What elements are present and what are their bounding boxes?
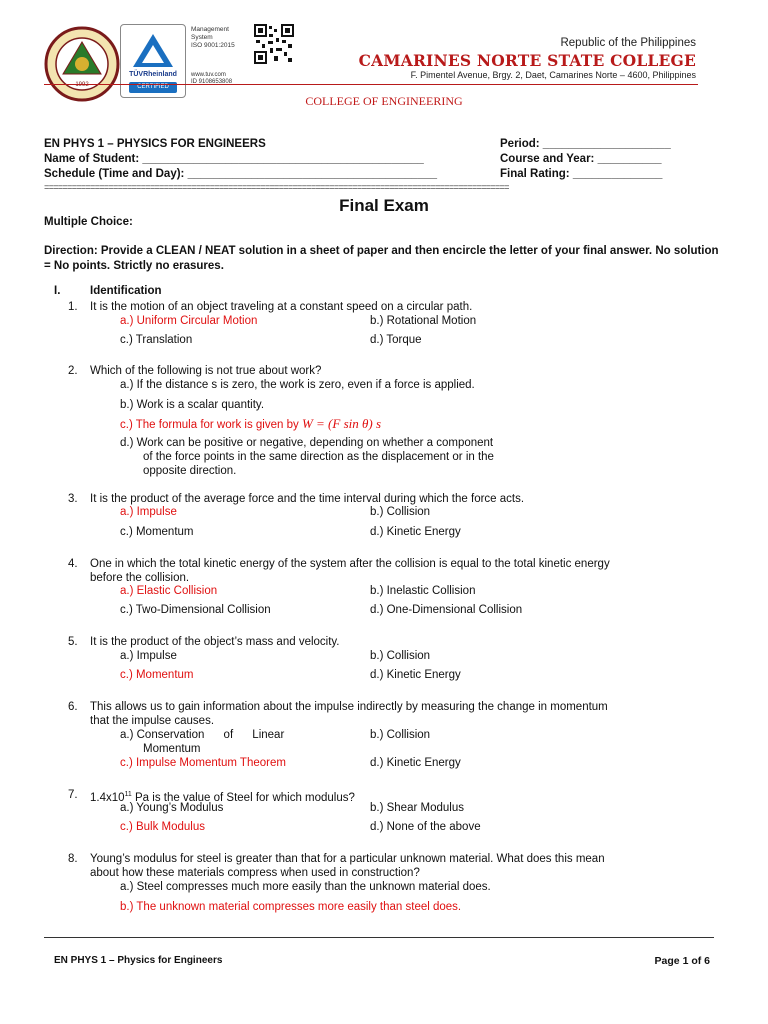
question-text-line-2: before the collision. (90, 572, 190, 584)
department-name: COLLEGE OF ENGINEERING (305, 94, 463, 108)
qr-code-icon (254, 24, 294, 64)
choice-a: a.) Impulse (120, 506, 177, 518)
cert-line: System (191, 34, 213, 41)
question-text (90, 852, 768, 880)
choice-c: c.) Translation (120, 334, 193, 346)
course-year-field: Course and Year: __________ (500, 153, 662, 165)
question-number: 4. (68, 558, 78, 570)
section-number: I. (54, 285, 61, 297)
exponent: 11 (124, 791, 132, 798)
question-text-line-2: about how these materials compress when used in construction? (90, 867, 420, 879)
question-text-pre: 1.4x10 (90, 791, 125, 804)
college-seal-logo (44, 26, 120, 102)
choice-a-line-2: Momentum (143, 743, 201, 755)
choice-a: a.) Uniform Circular Motion (120, 315, 258, 327)
separator-line: ===================================================================================================== (44, 183, 509, 193)
choice-a: a.) If the distance s is zero, the work is zero, even if a force is applied. (120, 379, 475, 391)
question-text: It is the motion of an object traveling at a constant speed on a circular path. (90, 301, 473, 313)
choice-b: b.) Shear Modulus (370, 802, 464, 814)
choice-b: b.) Collision (370, 650, 431, 662)
question-text-line-1: Young’s modulus for steel is greater than that for a particular unknown material. What does this mean (90, 853, 605, 865)
choice-b: b.) Rotational Motion (370, 315, 477, 327)
choice-d: d.) Kinetic Energy (370, 669, 461, 681)
exam-title: Final Exam (339, 196, 429, 215)
student-info-left (44, 137, 437, 182)
college-address: F. Pimentel Avenue, Brgy. 2, Daet, Camarines Norte – 4600, Philippines (410, 70, 696, 80)
choice-c-text: c.) The formula for work is given by (120, 419, 299, 431)
choice-d: d.) Torque (370, 334, 422, 346)
choice-c: c.) Momentum (120, 526, 194, 538)
seal-year: 1992 (75, 82, 89, 88)
question-number: 7. (68, 789, 78, 801)
cert-line: Management (191, 26, 229, 33)
question-text: It is the product of the average force and the time interval during which the force acts. (90, 493, 525, 505)
cert-url: www.tuv.com (191, 72, 226, 78)
tuv-certified-label: CERTIFIED (129, 82, 177, 93)
choice-d-line-3: opposite direction. (143, 465, 237, 477)
choice-a: a.) Elastic Collision (120, 585, 218, 597)
question-number: 2. (68, 365, 78, 377)
footer-course: EN PHYS 1 – Physics for Engineers (54, 955, 223, 966)
question-number: 8. (68, 853, 78, 865)
question-text-line-1: One in which the total kinetic energy of the system after the collision is equal to the total kinetic energy (90, 558, 610, 570)
choice-c: c.) Impulse Momentum Theorem (120, 757, 286, 769)
exam-direction: Direction: Provide a CLEAN / NEAT solution in a sheet of paper and then encircle the letter of your final answer. No solution = No points. Strictly no erasures. (44, 245, 719, 272)
choice-d: d.) Work can be positive or negative, depending on whether a component (120, 437, 494, 449)
final-rating-field: Final Rating: ______________ (500, 168, 663, 180)
choice-a: a.) Conservation of Linear (120, 729, 285, 741)
question-text-post: Pa is the value of Steel for which modulus? (131, 791, 355, 804)
question-text: It is the product of the object’s mass and velocity. (90, 636, 340, 648)
page-of: of (688, 955, 705, 967)
question-number: 3. (68, 493, 78, 505)
choice-d: d.) None of the above (370, 821, 481, 833)
choice-b: b.) The unknown material compresses more easily than steel does. (120, 901, 462, 913)
student-name-field: Name of Student: ____________________________________________ (44, 153, 424, 165)
choice-b: b.) Inelastic Collision (370, 585, 476, 597)
cert-line: ISO 9001:2015 (191, 42, 235, 49)
question-number: 1. (68, 301, 78, 313)
choice-a: a.) Young’s Modulus (120, 802, 224, 814)
schedule-field: Schedule (Time and Day): _______________________________________ (44, 168, 438, 180)
question-number: 5. (68, 636, 78, 648)
student-info-right (500, 137, 671, 182)
choice-c: c.) Momentum (120, 669, 194, 681)
work-formula: W = (F sin θ) s (301, 416, 382, 431)
choice-c (120, 417, 381, 432)
question-text-line-1: This allows us to gain information about the impulse indirectly by measuring the change in momentum (90, 701, 608, 713)
section-label: Identification (90, 285, 162, 297)
footer-divider (44, 937, 714, 938)
exam-type: Multiple Choice: (44, 216, 133, 228)
choice-c: c.) Bulk Modulus (120, 821, 206, 833)
choice-a: a.) Steel compresses much more easily than the unknown material does. (120, 881, 491, 893)
choice-d: d.) One-Dimensional Collision (370, 604, 523, 616)
choice-d: d.) Kinetic Energy (370, 526, 461, 538)
choice-b: b.) Work is a scalar quantity. (120, 399, 265, 411)
cert-id: ID 9108653808 (191, 79, 233, 85)
choice-d: d.) Kinetic Energy (370, 757, 461, 769)
certification-text (191, 26, 235, 50)
question-text-line-2: that the impulse causes. (90, 715, 215, 727)
tuv-certification-badge (120, 24, 186, 98)
page-number: 1 (682, 955, 689, 967)
course-title: EN PHYS 1 – PHYSICS FOR ENGINEERS (44, 138, 266, 150)
choice-c: c.) Two-Dimensional Collision (120, 604, 271, 616)
republic-label: Republic of the Philippines (560, 37, 696, 49)
choice-b: b.) Collision (370, 729, 431, 741)
question-text: Which of the following is not true about work? (90, 365, 322, 377)
header-divider (44, 84, 698, 85)
choice-a: a.) Impulse (120, 650, 177, 662)
period-field: Period: ____________________ (500, 138, 671, 150)
choice-d-line-2: of the force points in the same direction as the displacement or in the (143, 451, 494, 463)
tuv-logo-icon (127, 31, 179, 71)
tuv-name: TÜVRheinland (129, 71, 177, 78)
question-number: 6. (68, 701, 78, 713)
page-prefix: Page (654, 955, 683, 967)
page-total: 6 (704, 955, 710, 967)
page-indicator (655, 955, 710, 967)
choice-b: b.) Collision (370, 506, 431, 518)
college-name: CAMARINES NORTE STATE COLLEGE (358, 51, 696, 70)
question-text (90, 557, 768, 585)
question-text (90, 700, 768, 728)
